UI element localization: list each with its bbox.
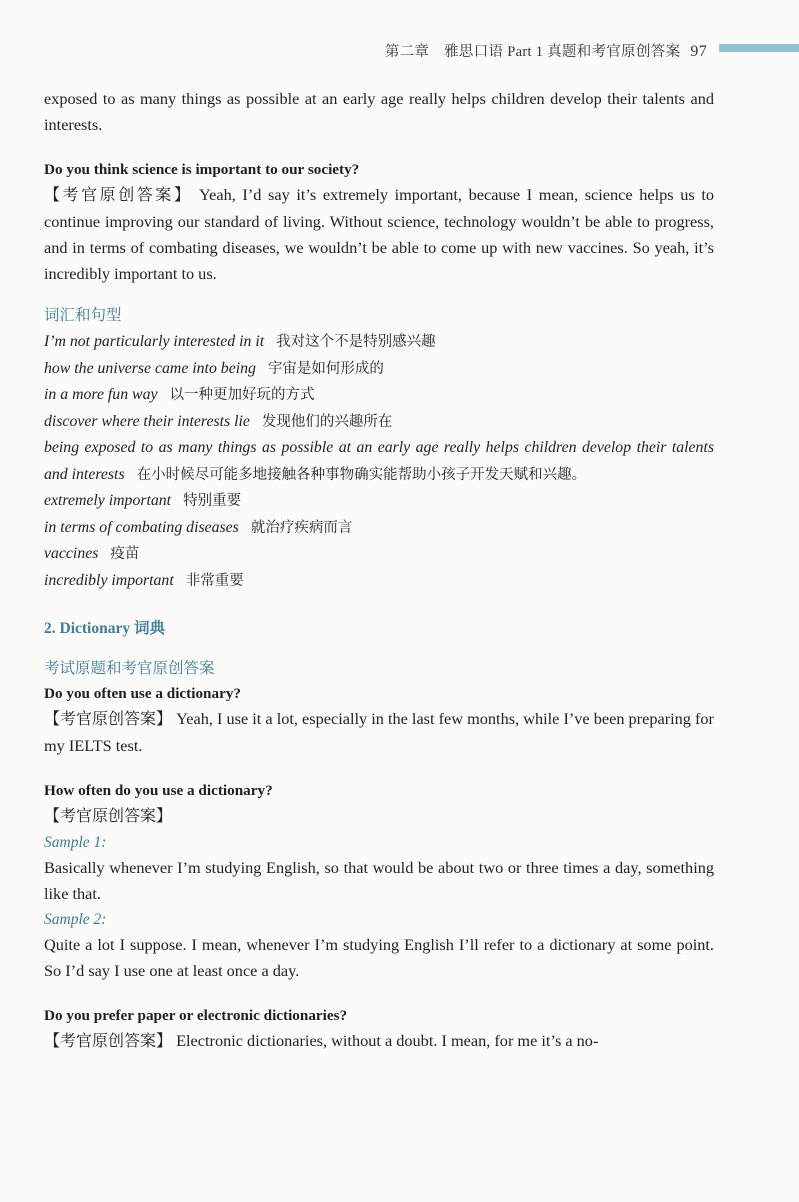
vocab-zh: 特别重要 [183,493,242,509]
vocab-en: in terms of combating diseases [44,518,239,536]
sample-label: Sample 2: [44,911,107,928]
vocab-item [44,541,714,568]
answer-text: Yeah, I’d say it’s extremely important, because I mean, science helps us to continue improving our standard of living. Without science, technology wouldn’t be able to progress, and in terms of combating diseases, we wouldn’t be able to come up with new vaccines. So yeah, it’s incredibly important to us. [44,185,714,283]
section-subheading: 考试原题和考官原创答案 [44,660,215,677]
vocab-zh: 我对这个不是特别感兴趣 [276,334,436,350]
answer-text: Yeah, I use it a lot, especially in the last few months, while I’ve been preparing for my IELTS test. [44,709,714,755]
question: Do you prefer paper or electronic dictionaries? [44,1007,348,1024]
paragraph: Basically whenever I’m studying English, so that would be about two or three times a day, something like that. [44,858,714,903]
vocab-item [44,409,714,436]
vocab-zh: 宇宙是如何形成的 [267,360,384,377]
vocab-en: how the universe came into being [44,359,256,377]
answer-paragraph [44,1028,714,1055]
vocab-zh: 疫苗 [110,546,140,562]
vocab-item [44,382,714,409]
vocab-zh: 非常重要 [185,572,244,589]
vocab-item [44,568,714,595]
header-text [385,40,707,61]
answer-tag: 【考官原创答案】 [44,711,173,728]
vocab-en: I’m not particularly interested in it [44,333,265,350]
vocab-en: vaccines [44,545,99,562]
vocab-zh: 以一种更加好玩的方式 [169,387,315,403]
answer-paragraph [44,706,714,759]
vocab-en: extremely important [44,492,172,509]
vocab-item [44,515,714,542]
section-heading: 2. Dictionary 词典 [44,620,165,637]
vocab-zh: 在小时候尽可能多地接触各种事物确实能帮助小孩子开发天赋和兴趣。 [136,466,587,483]
running-header [0,40,799,64]
answer-tag: 【考官原创答案】 [44,808,173,825]
paragraph: Quite a lot I suppose. I mean, whenever I’m studying English I’ll refer to a dictionary at some point. So I’d say I use one at least once a day. [44,935,714,980]
vocab-item [44,356,714,383]
page-body [44,86,714,1055]
chapter-title: 第二章 雅思口语 Part 1 真题和考官原创答案 [384,44,681,60]
vocab-en: discover where their interests lie [44,412,250,430]
answer-tag-line [44,803,714,830]
vocab-zh: 发现他们的兴趣所在 [261,413,393,430]
vocab-item [44,435,714,488]
vocab-en: being exposed to as many things as possible at an early age really helps children develop their talents and interests [44,439,714,483]
question: How often do you use a dictionary? [44,782,273,799]
section-heading: 词汇和句型 [44,307,122,324]
page-number: 97 [690,43,707,60]
question: Do you often use a dictionary? [44,685,242,702]
vocab-en: in a more fun way [44,386,158,403]
sample-label: Sample 1: [44,834,107,851]
answer-paragraph [44,182,714,287]
answer-text: Electronic dictionaries, without a doubt. I mean, for me it’s a no- [172,1031,599,1050]
header-decoration-bar [719,44,799,52]
answer-tag: 【考官原创答案】 [44,187,193,204]
vocab-zh: 就治疗疾病而言 [250,519,353,536]
paragraph: exposed to as many things as possible at an early age really helps children develop their talents and interests. [44,89,714,134]
answer-tag: 【考官原创答案】 [44,1033,173,1050]
vocab-item [44,488,714,515]
vocab-en: incredibly important [44,571,174,589]
vocab-item [44,329,714,356]
question: Do you think science is important to our society? [44,161,360,178]
